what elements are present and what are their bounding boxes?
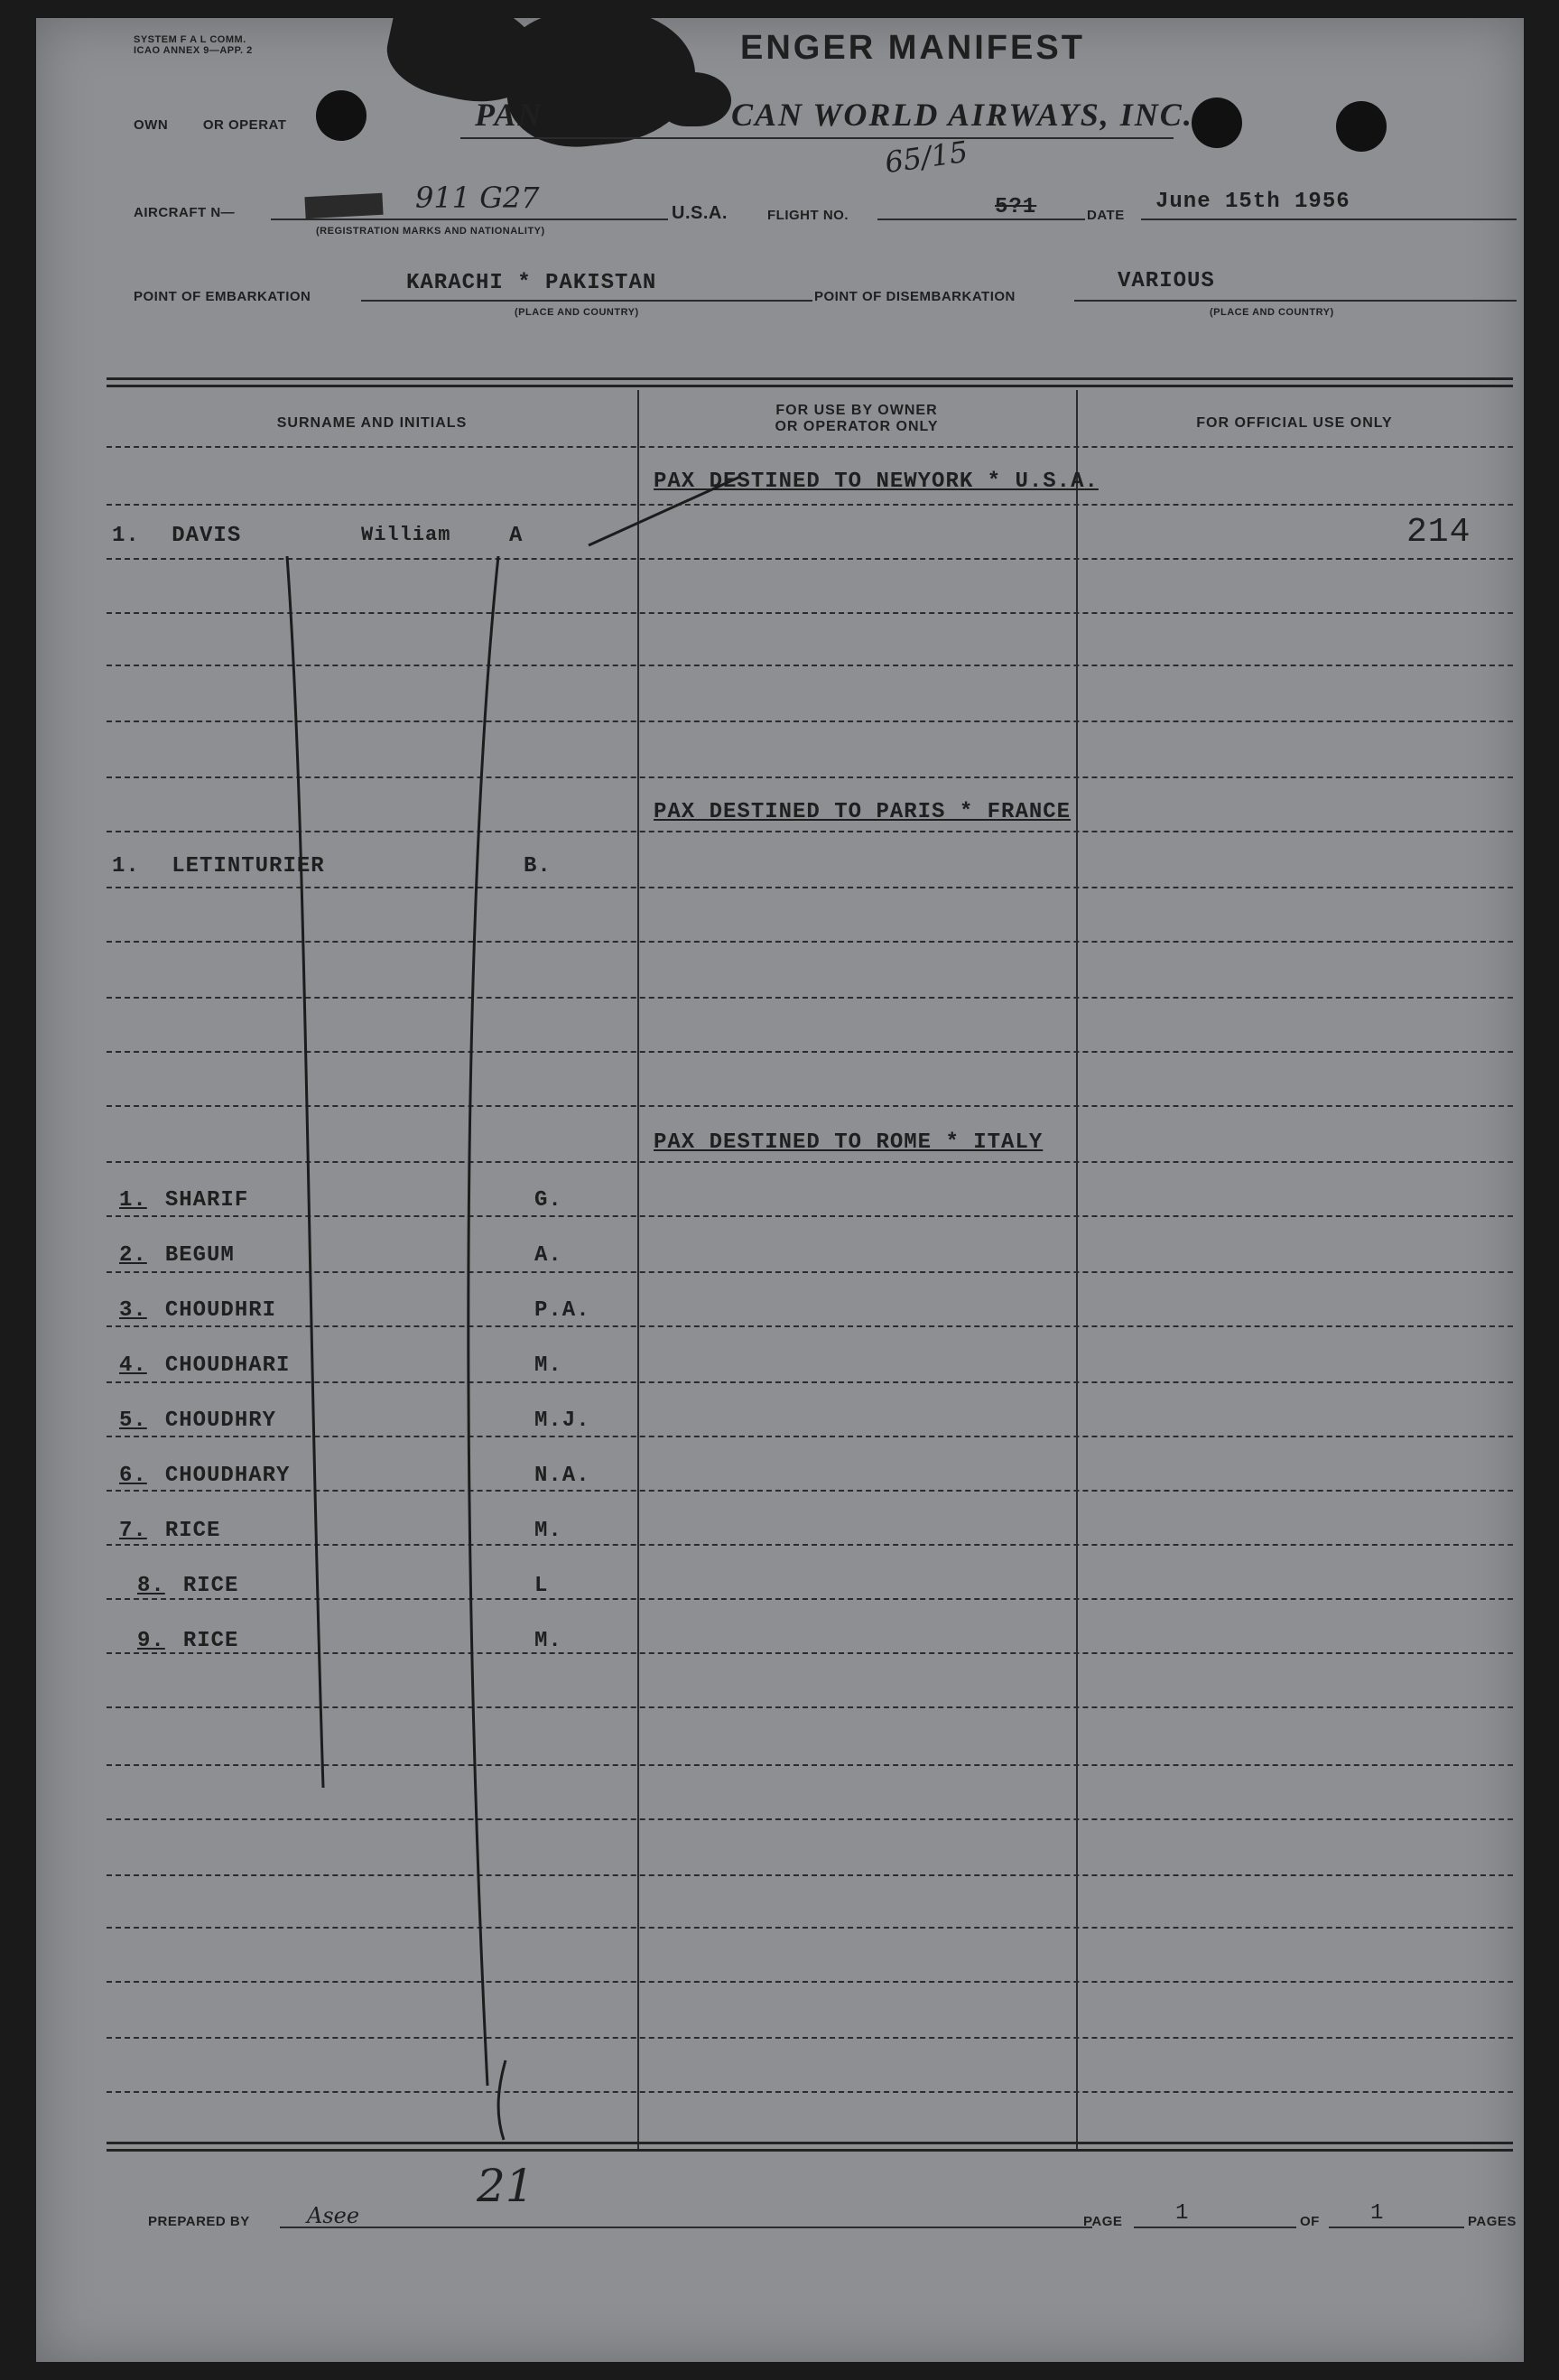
passenger-given-name: William bbox=[361, 524, 451, 546]
passenger-number: 8. bbox=[137, 1574, 165, 1598]
passenger-surname: CHOUDHARI bbox=[164, 1353, 291, 1378]
of-underline bbox=[1329, 2227, 1464, 2228]
passenger-surname: BEGUM bbox=[164, 1243, 235, 1268]
prepared-by-label: PREPARED BY bbox=[148, 2214, 250, 2229]
passenger-surname: SHARIF bbox=[164, 1188, 249, 1213]
manifest-title: ENGER MANIFEST bbox=[740, 29, 1085, 67]
of-value: 1 bbox=[1370, 2201, 1385, 2226]
passenger-surname: RICE bbox=[182, 1574, 239, 1598]
passenger-number: 4. bbox=[119, 1353, 147, 1378]
airline-name-2: CAN WORLD AIRWAYS, INC. bbox=[731, 97, 1193, 133]
page-value: 1 bbox=[1175, 2201, 1190, 2226]
page-label: PAGE bbox=[1083, 2214, 1123, 2229]
passenger-initials: P.A. bbox=[534, 1298, 590, 1323]
passenger-initials: B. bbox=[524, 854, 552, 879]
passenger-number: 6. bbox=[119, 1464, 147, 1488]
embarkation-label: POINT OF EMBARKATION bbox=[134, 289, 311, 304]
passenger-number: 5. bbox=[119, 1408, 147, 1433]
passenger-number: 1. bbox=[119, 1188, 147, 1213]
disembarkation-caption: (PLACE AND COUNTRY) bbox=[1210, 307, 1334, 318]
owner-label-text-2: OR OPERAT bbox=[202, 117, 287, 133]
aircraft-number: 911 G27 bbox=[415, 181, 540, 215]
column-header-owner-line-2: OR OPERATOR ONLY bbox=[775, 419, 939, 434]
aircraft-label: AIRCRAFT N— bbox=[134, 205, 236, 220]
passenger-surname: CHOUDHRY bbox=[164, 1408, 277, 1433]
passenger-surname: LETINTURIER bbox=[172, 854, 325, 879]
form-reference-line-1: SYSTEM F A L COMM. bbox=[134, 34, 246, 45]
prepared-by-value: Asee bbox=[307, 2203, 360, 2228]
owner-label-text: OWN bbox=[134, 117, 169, 133]
page-underline bbox=[1134, 2227, 1296, 2228]
passenger-surname: RICE bbox=[182, 1629, 239, 1653]
passenger-initials: M. bbox=[534, 1629, 562, 1653]
disembarkation-label: POINT OF DISEMBARKATION bbox=[814, 289, 1016, 304]
usa-label: U.S.A. bbox=[672, 203, 728, 223]
column-header-owner-line-1: FOR USE BY OWNER bbox=[775, 403, 938, 418]
passenger-initials: N.A. bbox=[534, 1464, 590, 1488]
of-label: OF bbox=[1300, 2214, 1320, 2229]
passenger-surname: DAVIS bbox=[172, 524, 242, 548]
passenger-number: 9. bbox=[137, 1629, 165, 1653]
date-value: June 15th 1956 bbox=[1155, 190, 1350, 214]
destination-heading-paris: PAX DESTINED TO PARIS * FRANCE bbox=[654, 800, 1072, 824]
passenger-initials: A. bbox=[534, 1243, 562, 1268]
column-header-official: FOR OFFICIAL USE ONLY bbox=[1196, 415, 1393, 431]
passenger-initials: M. bbox=[534, 1353, 562, 1378]
column-header-surname: SURNAME AND INITIALS bbox=[276, 415, 468, 431]
disembarkation-value: VARIOUS bbox=[1118, 269, 1215, 293]
destination-heading-rome: PAX DESTINED TO ROME * ITALY bbox=[654, 1130, 1044, 1155]
destination-heading-newyork: PAX DESTINED TO NEWYORK * U.S.A. bbox=[654, 469, 1099, 494]
passenger-initials: G. bbox=[534, 1188, 562, 1213]
passenger-surname: RICE bbox=[164, 1519, 221, 1543]
form-reference-line-2: ICAO ANNEX 9—APP. 2 bbox=[134, 45, 253, 56]
date-label: DATE bbox=[1087, 208, 1125, 223]
passenger-surname: CHOUDHRI bbox=[164, 1298, 277, 1323]
passenger-initials: M. bbox=[534, 1519, 562, 1543]
file-reference: 65/15 bbox=[882, 134, 970, 181]
passenger-initials: L bbox=[534, 1574, 549, 1598]
passenger-number: 2. bbox=[119, 1243, 147, 1268]
table-bottom-rule-2 bbox=[107, 2149, 1513, 2152]
table-bottom-rule bbox=[107, 2142, 1513, 2144]
embarkation-value: KARACHI * PAKISTAN bbox=[406, 271, 657, 295]
passenger-initials: M.J. bbox=[534, 1408, 590, 1433]
passenger-number: 3. bbox=[119, 1298, 147, 1323]
prepared-by-underline bbox=[280, 2227, 1092, 2228]
passenger-initials: A bbox=[509, 524, 524, 548]
manifest-sheet bbox=[36, 18, 1524, 2362]
pages-label: PAGES bbox=[1468, 2214, 1517, 2229]
passenger-surname: CHOUDHARY bbox=[164, 1464, 291, 1488]
tally-mark: 21 bbox=[477, 2160, 534, 2212]
embarkation-caption: (PLACE AND COUNTRY) bbox=[515, 307, 639, 318]
pen-marks bbox=[36, 18, 1524, 2362]
passenger-number: 1. bbox=[112, 854, 140, 879]
passenger-number: 1. bbox=[112, 524, 140, 548]
official-note: 214 bbox=[1406, 513, 1471, 552]
registration-caption: (REGISTRATION MARKS AND NATIONALITY) bbox=[316, 226, 545, 237]
flight-label: FLIGHT NO. bbox=[767, 208, 849, 223]
flight-number: 5?1 bbox=[995, 195, 1037, 219]
passenger-number: 7. bbox=[119, 1519, 147, 1543]
airline-name: PAN bbox=[475, 97, 543, 133]
